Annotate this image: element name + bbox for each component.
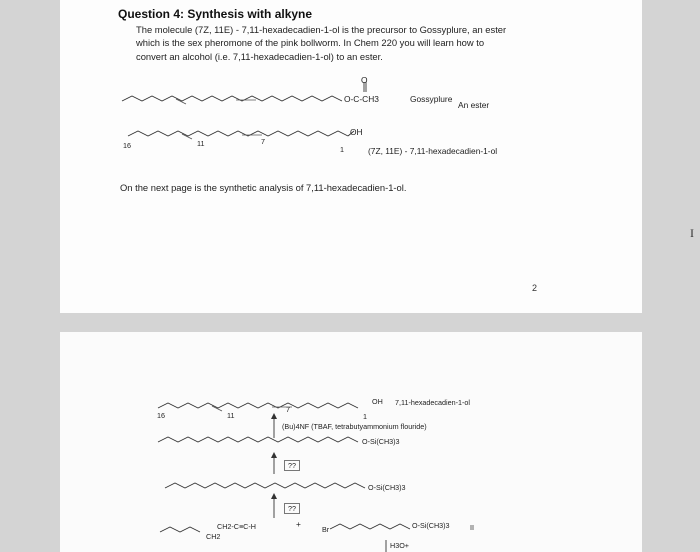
page-number: 2 [532,283,538,293]
carbon-1-label: 1 [340,145,344,154]
analysis-carbon-1: 1 [363,412,367,421]
unknown-reagent-1: ?? [284,460,300,471]
cursor-ibeam: I [690,226,694,240]
bromide-label: Br [322,525,330,534]
carbon-16-label: 16 [123,141,131,150]
analysis-carbon-7: 7 [286,405,290,414]
intro-line-2: which is the sex pheromone of the pink bollworm. In Chem 220 you will learn how to [136,37,485,49]
analysis-target-name: 7,11-hexadecadien-1-ol [395,398,470,407]
analysis-hydroxyl: OH [372,397,383,406]
intro-line-3: convert an alcohol (i.e. 7,11-hexadecadien-1-ol) to an ester. [136,50,383,62]
worksheet-page-1 [60,0,642,313]
alcohol-name: (7Z, 11E) - 7,11-hexadecadien-1-ol [368,146,498,156]
carbon-7-label: 7 [261,137,265,146]
intro-line-1: The molecule (7Z, 11E) - 7,11-hexadecadien-1-ol is the precursor to Gossyplure, an ester [136,24,507,35]
plus-sign: + [296,519,301,529]
silyl-ether-2-label: O-Si(CH3)3 [368,483,406,492]
ch2-label: CH2 [206,532,221,541]
ester-tag: An ester [458,100,490,110]
gossyplure-name: Gossyplure [410,94,453,104]
carbonyl-oxygen: O [361,75,368,85]
alkyne-group: CH2-C≡C-H [217,522,256,531]
tbaf-reagent: (Bu)4NF (TBAF, tetrabutyammonium flouride) [282,422,427,431]
next-page-note: On the next page is the synthetic analysis of 7,11-hexadecadien-1-ol. [120,182,407,193]
analysis-carbon-16: 16 [157,411,165,420]
ester-group-label: O-C-CH3 [344,94,379,104]
hydroxyl-label: OH [350,127,363,137]
silyl-ether-3-label: O-Si(CH3)3 [412,521,450,530]
roman-numeral: II [470,523,474,532]
worksheet-page-2 [60,332,642,552]
gossyplure-structure [60,0,642,313]
acid-workup-label: H3O+ [390,541,409,550]
carbon-11-label: 11 [197,139,205,148]
silyl-ether-1-label: O-Si(CH3)3 [362,437,400,446]
analysis-carbon-11: 11 [227,411,235,420]
unknown-reagent-2: ?? [284,503,300,514]
question-title: Question 4: Synthesis with alkyne [118,7,313,21]
synthesis-scheme [60,332,642,552]
